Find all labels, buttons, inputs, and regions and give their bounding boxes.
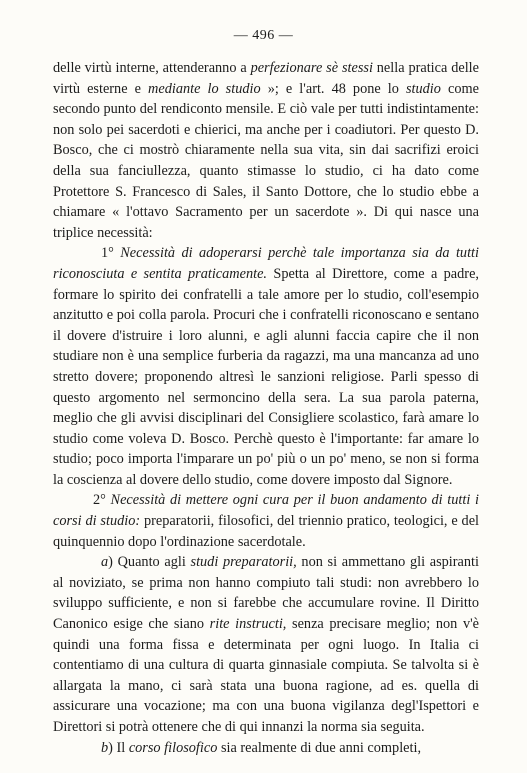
text-span: delle virtù interne, attenderanno a bbox=[53, 60, 251, 76]
text-span: come secondo punto del rendiconto mensile. E ciò vale per tutti indistintamente: non solo pei sacerdoti e chierici, ma anche per i coadiutori. Per questo D. Bosco, che ci mostrò chiaramente nella sua vita, sin dai sacrifizi eroici della sua fanciullezza, quanto stimasse lo studio, ci ha dato come Protettore S. Francesco di Sales, il Santo Dottore, che lo studio ebbe a chiamare « l'ottavo Sacramento per un sacerdote ». Di qui nasce una triplice necessità: bbox=[53, 80, 479, 241]
text-span: 2° bbox=[93, 492, 111, 509]
italic-span: Necessità di mettere ogni cura per il buon andamento di tutti i corsi di studio: bbox=[53, 492, 479, 530]
text-span: ) Il bbox=[108, 739, 129, 756]
paragraph-4 bbox=[53, 552, 479, 737]
italic-span: Necessità di adoperarsi perchè tale importanza sia da tutti riconosciuta e sentita praticamente. bbox=[53, 245, 479, 282]
text-span: Spetta al Direttore, come a padre, formare lo spirito dei confratelli a tale amore per lo studio, coll'esempio anzitutto e poi colla parola. Procuri che i confratelli riconoscano e sentano il dovere d'istruire i loro alunni, e agli alunni faccia capire che il non studiare non è una semplice furberia da ragazzi, ma una mancanza ad uno stretto dovere; proponendo altresì le sanzioni religiose. Parli spesso di questo argomento nel sermoncino della sera. La sua parola paterna, meglio che gli avvisi disciplinari del Consigliere scolastico, farà amare lo studio come voleva D. Bosco. Perchè questo è l'importante: far amare lo studio; poco importa l'imparare un po' più o un po' meno, se non si forma la coscienza al dovere dello studio, come dovere imposto dal Signore. bbox=[53, 265, 479, 488]
text-span: ) Quanto agli bbox=[108, 554, 191, 571]
italic-span: a bbox=[101, 554, 109, 571]
italic-span: b bbox=[101, 739, 109, 756]
italic-span: mediante lo studio bbox=[148, 80, 261, 97]
italic-span: studi preparatorii, bbox=[190, 554, 297, 571]
italic-span: rite instructi, bbox=[209, 616, 287, 633]
italic-span: corso filosofico bbox=[128, 739, 218, 756]
paragraph-1 bbox=[53, 58, 479, 243]
page-number: — 496 — bbox=[233, 28, 294, 43]
text-span: non si ammettano gli aspiranti al noviziato, se prima non hanno compiuto tali studi: non avrebbero lo sviluppo sufficiente, e non si farebbe che accumulare rovine. Il Diritto Canonico esige che siano bbox=[53, 554, 479, 633]
text-span: preparatorii, filosofici, del triennio pratico, teologici, e del quinquennio dopo l'ordinazione sacerdotale. bbox=[53, 513, 480, 550]
text-span: »; e l'art. 48 pone lo bbox=[260, 80, 406, 97]
italic-span: studio bbox=[405, 80, 441, 97]
text-span: nella pratica delle virtù esterne e bbox=[53, 60, 479, 97]
text-span: sia realmente di due anni completi, bbox=[217, 739, 422, 756]
text-span: 1° bbox=[101, 245, 121, 262]
paragraph-5 bbox=[53, 738, 479, 759]
body-text bbox=[53, 58, 479, 758]
paragraph-2 bbox=[53, 243, 479, 490]
paragraph-3 bbox=[53, 490, 479, 552]
italic-span: perfezionare sè stessi bbox=[250, 60, 373, 76]
text-span: senza precisare meglio; non v'è quindi una forma fissa e determinata per ogni luogo. In Italia ci contentiamo di una cultura di quarta ginnasiale compiuta. Se talvolta si è allargata la mano, ci sarà stata una buona ragione, ad es. quella di assicurare una vocazione; ma con una buona vigilanza degl'Ispettori e Direttori si potrà ottenere che di qui innanzi la norma sia seguita. bbox=[53, 616, 480, 735]
